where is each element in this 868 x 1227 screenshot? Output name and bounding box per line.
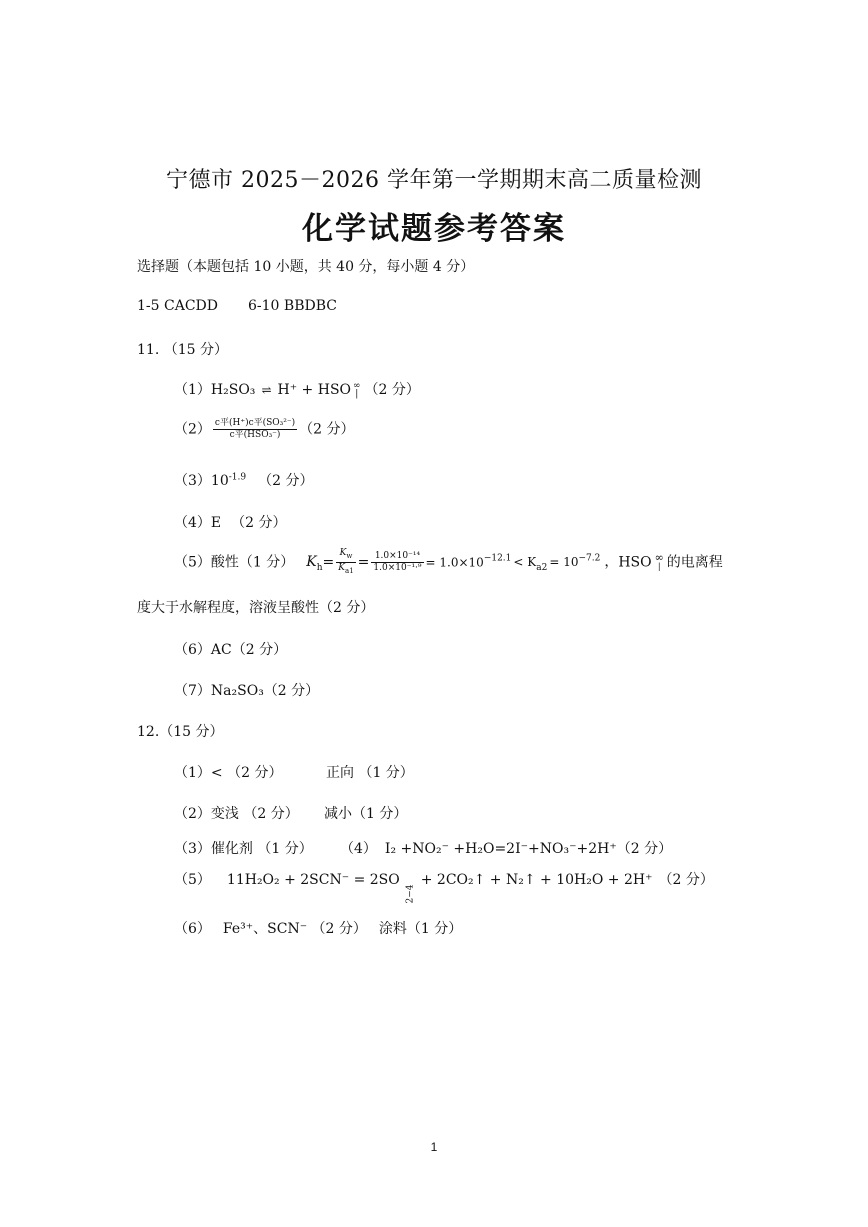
q11-p5-text1: 酸性（1 分） [210, 554, 295, 571]
q11-p5-eq2: = [357, 554, 370, 571]
q11-p5-label: （5） [174, 554, 211, 571]
q11-p2-fraction [213, 418, 297, 441]
q11-p3-base: 10 [210, 473, 229, 489]
q12-p4-label: （4） [340, 841, 377, 857]
q12-p5-label: （5） [174, 872, 211, 888]
q11-p5-v-num: 1.0×10⁻¹⁴ [371, 551, 423, 563]
q11-p5-lt: < K [513, 555, 537, 570]
q11-p4 [174, 512, 287, 532]
q11-p1-lhs: H₂SO₃ [210, 382, 256, 398]
mc-answers-1: 1-5 CACDD [137, 298, 218, 314]
q11-p2-numerator: c平(H⁺)c平(SO₃²⁻) [214, 418, 296, 428]
q11-p5-value-fraction [371, 551, 423, 574]
q11-p5-kw-fraction [336, 548, 355, 577]
q11-p4-answer: E [210, 515, 222, 531]
q11-p2-label: （2） [174, 421, 211, 438]
q12-p3-label: （3） [174, 841, 211, 857]
q11-p4-label: （4） [174, 515, 211, 531]
page-number: 1 [430, 1140, 438, 1154]
q11-p5-text2: 的电离程 [666, 554, 723, 571]
q12-p2-label: （2） [174, 806, 211, 822]
q12-p1 [174, 762, 282, 782]
q11-p5-continuation: 度大于水解程度，溶液呈酸性（2 分） [137, 600, 375, 616]
q11-p5-result-exp: −12.1 [483, 553, 512, 564]
q11-p3-label: （3） [174, 473, 211, 489]
q12-header: 12.（15 分） [137, 724, 224, 740]
q11-header: 11. （15 分） [137, 342, 228, 358]
q11-p5-kw-num: K [339, 548, 347, 558]
q12-p6-label: （6） [174, 921, 211, 937]
q11-p4-score: （2 分） [231, 515, 287, 531]
q12-p1-a: < （2 分） [210, 765, 283, 781]
q12-p6-b: 涂料（1 分） [378, 921, 463, 937]
q11-p1-ion-sup: ∞ [353, 381, 361, 391]
q12-p4-eq: I₂ +NO₂⁻ +H₂O=2I⁻+NO₃⁻+2H⁺（2 分） [384, 841, 673, 857]
title-line-1: 宁德市 2025－2026 学年第一学期期末高二质量检测 [166, 168, 702, 193]
q12-p5 [174, 869, 714, 904]
q11-p1-score: （2 分） [364, 382, 420, 398]
q11-p5-kh-sub: h [316, 563, 323, 574]
title-line-2: 化学试题参考答案 [302, 211, 566, 247]
q11-p5-v-den: 1.0×10⁻¹·⁹ [373, 562, 422, 573]
mc-header: 选择题（本题包括 10 小题，共 40 分，每小题 4 分） [137, 259, 475, 275]
q11-p2-denominator: c平(HSO₃⁻) [229, 430, 281, 440]
q11-p5 [174, 548, 723, 577]
q12-p4 [340, 838, 672, 858]
q11-p5-kw-num-sub: w [346, 551, 353, 560]
q11-p5-kh: K [306, 554, 317, 571]
q12-p2-a: 变浅 （2 分） [210, 806, 299, 822]
q12-p2-b: 减小（1 分） [324, 806, 408, 822]
q11-p5-kw-den-sub: a1 [345, 566, 354, 575]
q11-p5-ion-sup: ∞ [654, 551, 664, 565]
q12-p5-score: （2 分） [658, 872, 714, 888]
q11-p5-ka2-val: = 10 [549, 555, 579, 570]
equilibrium-arrow-icon: ⇌ [261, 383, 272, 397]
q11-p1-label: （1） [174, 382, 211, 398]
q11-p2-score: （2 分） [299, 421, 355, 438]
q12-p3-a: 催化剂 （1 分） [210, 841, 313, 857]
q11-p3-score: （2 分） [258, 473, 314, 489]
q11-p3-exp: -1.9 [228, 472, 247, 483]
q12-p1-b: 正向 （1 分） [326, 765, 414, 781]
q12-p5-eq-sub: 2−4 [405, 884, 416, 904]
q11-p7-label: （7） [174, 683, 211, 699]
q11-p5-ion: HSO [618, 554, 652, 571]
q11-p5-ka2-exp: −7.2 [578, 553, 601, 564]
q11-p3 [174, 470, 313, 490]
q11-p5-comma: ， [604, 554, 619, 571]
q11-p5-ka2-sub: a2 [536, 563, 548, 574]
q11-p6-label: （6） [174, 642, 211, 658]
q11-p1-rhs: H⁺ + HSO [277, 382, 352, 398]
q11-p5-kw-den: K [338, 562, 346, 573]
q12-p5-eq-b: + 2CO₂↑ + N₂↑ + 10H₂O + 2H⁺ [420, 872, 653, 888]
q12-p6 [174, 918, 462, 938]
q11-p5-result: = 1.0×10 [425, 555, 484, 570]
q11-p2 [174, 418, 355, 441]
q11-p5-eq: = [322, 554, 335, 571]
q12-p6-a: Fe³⁺、SCN⁻ （2 分） [222, 921, 367, 937]
q11-p5-ion-sub: | [657, 562, 661, 572]
q11-p7-answer: Na₂SO₃（2 分） [210, 683, 320, 699]
q11-p1-ion-sub: | [355, 389, 359, 399]
q12-p1-label: （1） [174, 765, 211, 781]
q12-p5-eq-a: 11H₂O₂ + 2SCN⁻ = 2SO [226, 872, 400, 888]
q11-p6 [174, 639, 287, 659]
q11-p7 [174, 680, 319, 700]
q11-p1 [174, 379, 420, 399]
q11-p6-answer: AC（2 分） [210, 642, 288, 658]
q12-p2 [174, 803, 299, 823]
q12-p3 [174, 838, 313, 858]
mc-answers-2: 6-10 BBDBC [248, 298, 337, 314]
